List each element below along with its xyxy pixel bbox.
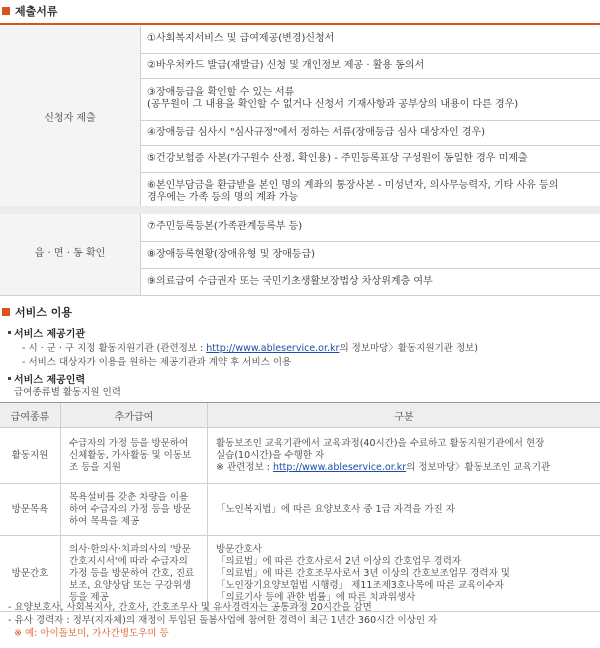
document-item: ⑤건강보험증 사본(가구원수 산정, 확인용) - 주민등록표상 구성원이 동일한 경우 미제출 <box>141 145 600 172</box>
document-item: ②바우처카드 발급(재발급) 신청 및 개인정보 제공 · 활용 동의서 <box>141 53 600 78</box>
category-cell: 신청자 제출 <box>0 26 141 212</box>
benefit-kind: 방문목욕 <box>0 484 61 536</box>
document-item: ①사회복지서비스 및 급여제공(변경)신청서 <box>141 26 600 53</box>
provider-line-2: - 서비스 대상자가 이용을 원하는 제공기관과 계약 후 서비스 이용 <box>22 357 292 368</box>
section-title: 서비스 이용 <box>15 306 72 319</box>
table-row <box>0 428 600 484</box>
documents-table-applicant <box>0 26 600 213</box>
bullet-icon <box>8 377 11 380</box>
table-separator <box>0 206 600 214</box>
section-title: 제출서류 <box>15 5 58 18</box>
staff-subtitle: 급여종류별 활동지원 인력 <box>14 387 121 398</box>
document-item: ⑥본인부담금을 환급받을 본인 명의 계좌의 통장사본 - 미성년자, 의사무능력자, 기타 사유 등의 경우에는 가족 등의 명의 계좌 가능 <box>141 172 600 212</box>
documents-table-office <box>0 214 600 296</box>
service-staff-table <box>0 403 600 612</box>
section-header-service <box>0 304 72 320</box>
ableservice-link[interactable]: http://www.ableservice.or.kr <box>206 343 340 354</box>
column-header: 급여종류 <box>0 403 61 428</box>
benefit-desc: 「노인복지법」에 따른 요양보호사 중 1급 자격을 가진 자 <box>208 484 600 536</box>
column-header: 구분 <box>208 403 600 428</box>
provider-line-1: - 시 · 군 · 구 지정 활동지원기관 (관련정보 : http://www.ableservice.or.kr의 정보마당〉활동지원기관 정보) <box>22 343 479 354</box>
section-header-documents <box>0 3 58 19</box>
benefit-desc: 활동보조인 교육기관에서 교육과정(40시간)을 수료하고 활동지원기관에서 현장 실습(10시간)을 수행한 자 ※ 관련정보 : http://www.ableservice.or.kr의 정보마당〉활동보조인 교육기관 <box>208 428 600 484</box>
square-bullet-icon <box>2 7 10 15</box>
document-item: ④장애등급 심사시 "심사규정"에서 정하는 서류(장애등급 심사 대상자인 경우) <box>141 120 600 145</box>
section-divider <box>0 23 600 25</box>
column-header: 추가급여 <box>61 403 208 428</box>
bullet-icon <box>8 331 11 334</box>
table-row <box>0 484 600 536</box>
note-example: ※ 예: 아이돌보미, 가사간병도우미 등 <box>14 628 169 639</box>
benefit-kind: 활동지원 <box>0 428 61 484</box>
benefit-kind: 방문간호 <box>0 536 61 612</box>
document-item: ⑨의료급여 수급권자 또는 국민기초생활보장법상 차상위계층 여부 <box>141 268 600 295</box>
note-line: - 요양보호사, 사회복지사, 간호사, 간호조무사 및 유사경력자는 공통과정 20시간을 감면 <box>8 602 372 613</box>
provider-title: 서비스 제공기관 <box>14 329 86 340</box>
ableservice-link[interactable]: http://www.ableservice.or.kr <box>272 461 407 473</box>
square-bullet-icon <box>2 308 10 316</box>
benefit-add: 수급자의 가정 등을 방문하여 신체활동, 가사활동 및 이동보 조 등을 지원 <box>61 428 208 484</box>
benefit-add: 목욕설비를 갖춘 차량을 이용 하여 수급자의 가정 등을 방문 하여 목욕을 제공 <box>61 484 208 536</box>
benefit-desc: 방문간호사 「의료법」에 따른 간호사로서 2년 이상의 간호업무 경력자 「의료법」에 따른 간호조무사로서 3년 이상의 간호보조업무 경력자 및 「노인장기요양보험법 시행령」 제11조제3호나목에 따른 교육이수자 「의료기사 등에 관한 법률」에 따른 치과위생사 <box>208 536 600 612</box>
category-cell: 읍 · 면 · 동 확인 <box>0 214 141 295</box>
staff-title: 서비스 제공인력 <box>14 375 86 386</box>
document-item: ③장애등급을 확인할 수 있는 서류 (공무원이 그 내용을 확인할 수 없거나 신청서 기재사항과 공부상의 내용이 다른 경우) <box>141 78 600 120</box>
document-item: ⑦주민등록등본(가족관계등록부 등) <box>141 214 600 241</box>
benefit-add: 의사·한의사·치과의사의 '방문 간호지시서'에 따라 수급자의 가정 등을 방문하여 간호, 진료 보조, 요양상담 또는 구강위생 등을 제공 <box>61 536 208 612</box>
document-item: ⑧장애등록현황(장애유형 및 장애등급) <box>141 241 600 268</box>
note-line: - 유사 경력자 : 정부(지자체)의 재정이 투입된 돌봄사업에 참여한 경력이 최근 1년간 360시간 이상인 자 <box>8 615 438 626</box>
